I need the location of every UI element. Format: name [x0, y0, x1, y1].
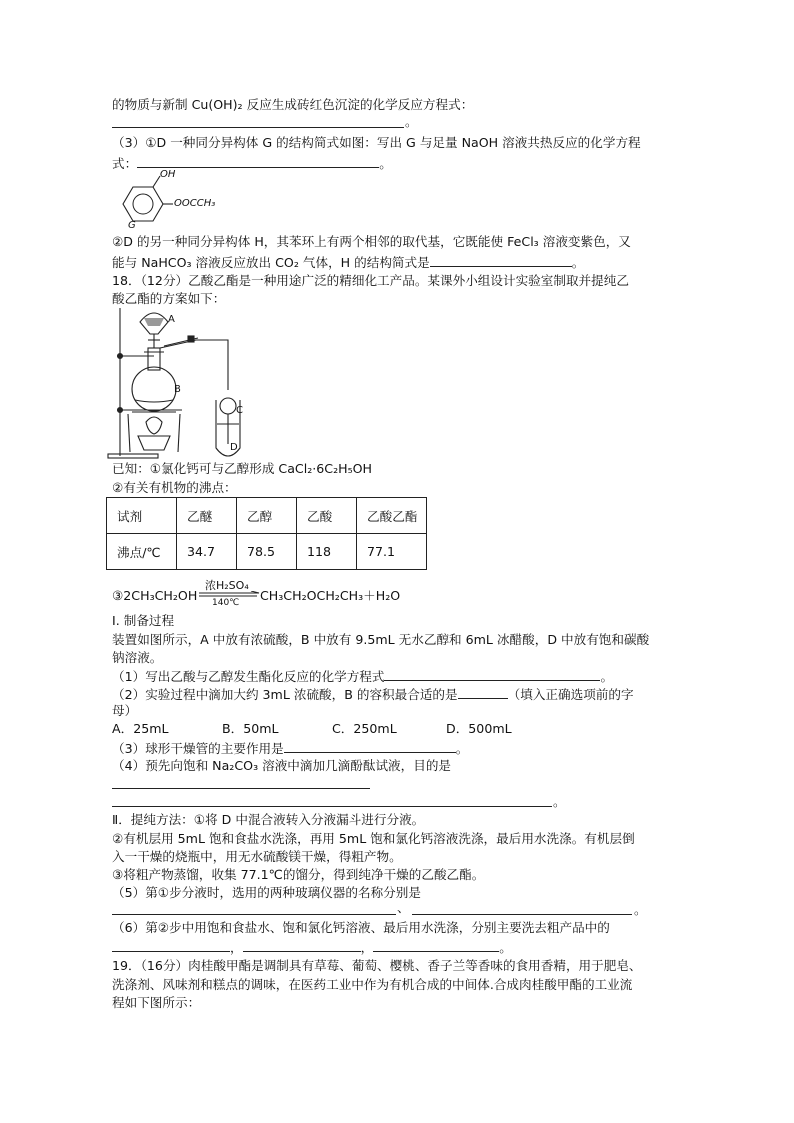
option-a: A．25mL [112, 721, 169, 736]
reaction-right: CH₃CH₂OCH₂CH₃＋H₂O [260, 588, 401, 603]
option-d: D．500mL [446, 721, 512, 736]
table-cell: 78.5 [237, 534, 297, 570]
q17-part3b-line1: ②D 的另一种同分异构体 H，其苯环上有两个相邻的取代基，它既能使 FeCl₃ 溶液变紫色，又 [112, 234, 631, 249]
struct-name-label: G [128, 220, 136, 231]
drying-tube-bulb [220, 398, 236, 414]
end-mark: 。 [553, 794, 566, 809]
answer-blank[interactable] [284, 740, 456, 753]
q18-head-line1: 18．（12分）乙酸乙酯是一种用途广泛的精细化工产品。某课外小组设计实验室制取并提纯乙 [112, 273, 629, 288]
option-c: C．250mL [332, 721, 397, 736]
q17-part3-line1: （3）①D 一种同分异构体 G 的结构简式如图：写出 G 与足量 NaOH 溶液共热反应的化学方程 [112, 135, 641, 150]
answer-blank[interactable] [112, 788, 370, 789]
answer-blank[interactable] [112, 806, 552, 807]
question-6: （6）第②步中用饱和食盐水、饱和氯化钙溶液、最后用水洗涤，分别主要洗去粗产品中的 [112, 920, 610, 935]
table-row-label: 沸点/℃ [107, 534, 177, 570]
reaction-condition-top: 浓H₂SO₄ [205, 579, 249, 592]
question-2: （2）实验过程中滴加大约 3mL 浓硫酸，B 的容积最合适的是 （填入正确选项前的字 [112, 687, 634, 702]
table-header-cell: 乙醇 [237, 498, 297, 534]
label-a: A [168, 314, 175, 325]
table-header-cell: 乙醚 [177, 498, 237, 534]
answer-blank[interactable] [373, 939, 499, 952]
alcohol-lamp [138, 436, 170, 450]
answer-blank[interactable] [458, 686, 508, 699]
reaction-left: ③2CH₃CH₂OH [112, 588, 198, 603]
answer-blank[interactable] [112, 914, 396, 915]
part2-line3: 入一干燥的烧瓶中，用无水硫酸镁干燥，得粗产物。 [112, 849, 402, 864]
q19-line3: 程如下图所示： [112, 995, 201, 1010]
label-d: D [230, 442, 238, 453]
boiling-point-table [106, 497, 427, 570]
aromatic-circle [133, 194, 153, 214]
table-cell: 77.1 [357, 534, 427, 570]
answer-blank[interactable] [384, 668, 600, 681]
table-cell: 34.7 [177, 534, 237, 570]
struct-ester-label: OOCCH₃ [174, 198, 216, 209]
question-5: （5）第①步分液时，选用的两种玻璃仪器的名称分别是 [112, 885, 421, 900]
round-bottom-flask [132, 367, 176, 411]
label-b: B [174, 384, 181, 395]
table-header-cell: 乙酸乙酯 [357, 498, 427, 534]
separator: 、 [397, 900, 410, 915]
known-1: 已知：①氯化钙可与乙醇形成 CaCl₂·6C₂H₅OH [112, 461, 373, 476]
part1-title: Ⅰ. 制备过程 [112, 613, 175, 628]
q18-head-line2: 酸乙酯的方案如下： [112, 291, 226, 306]
oh-bond [153, 176, 160, 187]
table-header-cell: 乙酸 [297, 498, 357, 534]
question-3: （3）球形干燥管的主要作用是 。 [112, 741, 469, 756]
answer-blank[interactable] [412, 914, 632, 915]
question-4: （4）预先向饱和 Na₂CO₃ 溶液中滴加几滴酚酞试液，目的是 [112, 758, 452, 773]
answer-blank[interactable] [112, 127, 404, 128]
question-6-blanks: ， ， 。 [112, 939, 512, 956]
stand-base [108, 454, 158, 458]
q17-part3-line2: 式： 。 [112, 156, 392, 171]
struct-oh-label: OH [160, 169, 176, 180]
burner-flame [146, 417, 162, 434]
end-mark: 。 [405, 114, 418, 129]
table-header-cell: 试剂 [107, 498, 177, 534]
part2-line2: ②有机层用 5mL 饱和食盐水洗涤，再用 5mL 饱和氯化钙溶液洗涤，最后用水洗涤。有机层倒 [112, 831, 635, 846]
answer-blank[interactable] [112, 939, 230, 952]
part2-line1: Ⅱ．提纯方法：①将 D 中混合液转入分液漏斗进行分液。 [112, 812, 425, 827]
table-row [107, 498, 427, 534]
q17-part3b-line2: 能与 NaHCO₃ 溶液反应放出 CO₂ 气体，H 的结构简式是 。 [112, 255, 585, 270]
part2-line4: ③将粗产物蒸馏，收集 77.1℃的馏分，得到纯净干燥的乙酸乙酯。 [112, 867, 485, 882]
question-1: （1）写出乙酸与乙醇发生酯化反应的化学方程式 。 [112, 669, 614, 684]
table-row [107, 534, 427, 570]
q19-line1: 19．（16分）肉桂酸甲酯是调制具有草莓、葡萄、樱桃、香子兰等香味的食用香精，用于肥皂、 [112, 958, 642, 973]
table-cell: 118 [297, 534, 357, 570]
benzene-ring [123, 187, 163, 221]
answer-blank[interactable] [243, 939, 361, 952]
label-c: C [236, 405, 243, 416]
answer-blank[interactable] [430, 254, 572, 267]
part1-line1: 装置如图所示，A 中放有浓硫酸，B 中放有 9.5mL 无水乙醇和 6mL 冰醋酸，D 中放有饱和碳酸 [112, 632, 650, 647]
reaction-condition-bottom: 140℃ [212, 598, 240, 608]
question-2-line2: 母） [112, 703, 138, 718]
known-2: ②有关有机物的沸点： [112, 480, 237, 495]
option-b: B．50mL [222, 721, 279, 736]
q19-line2: 洗涤剂、风味剂和糕点的调味，在医药工业中作为有机合成的中间体.合成肉桂酸甲酯的工业流 [112, 977, 633, 992]
part1-line2: 钠溶液。 [112, 650, 163, 665]
q17-prev-line: 的物质与新制 Cu(OH)₂ 反应生成砖红色沉淀的化学反应方程式： [112, 97, 474, 112]
end-mark: 。 [634, 902, 647, 917]
delivery-tube [160, 340, 228, 390]
